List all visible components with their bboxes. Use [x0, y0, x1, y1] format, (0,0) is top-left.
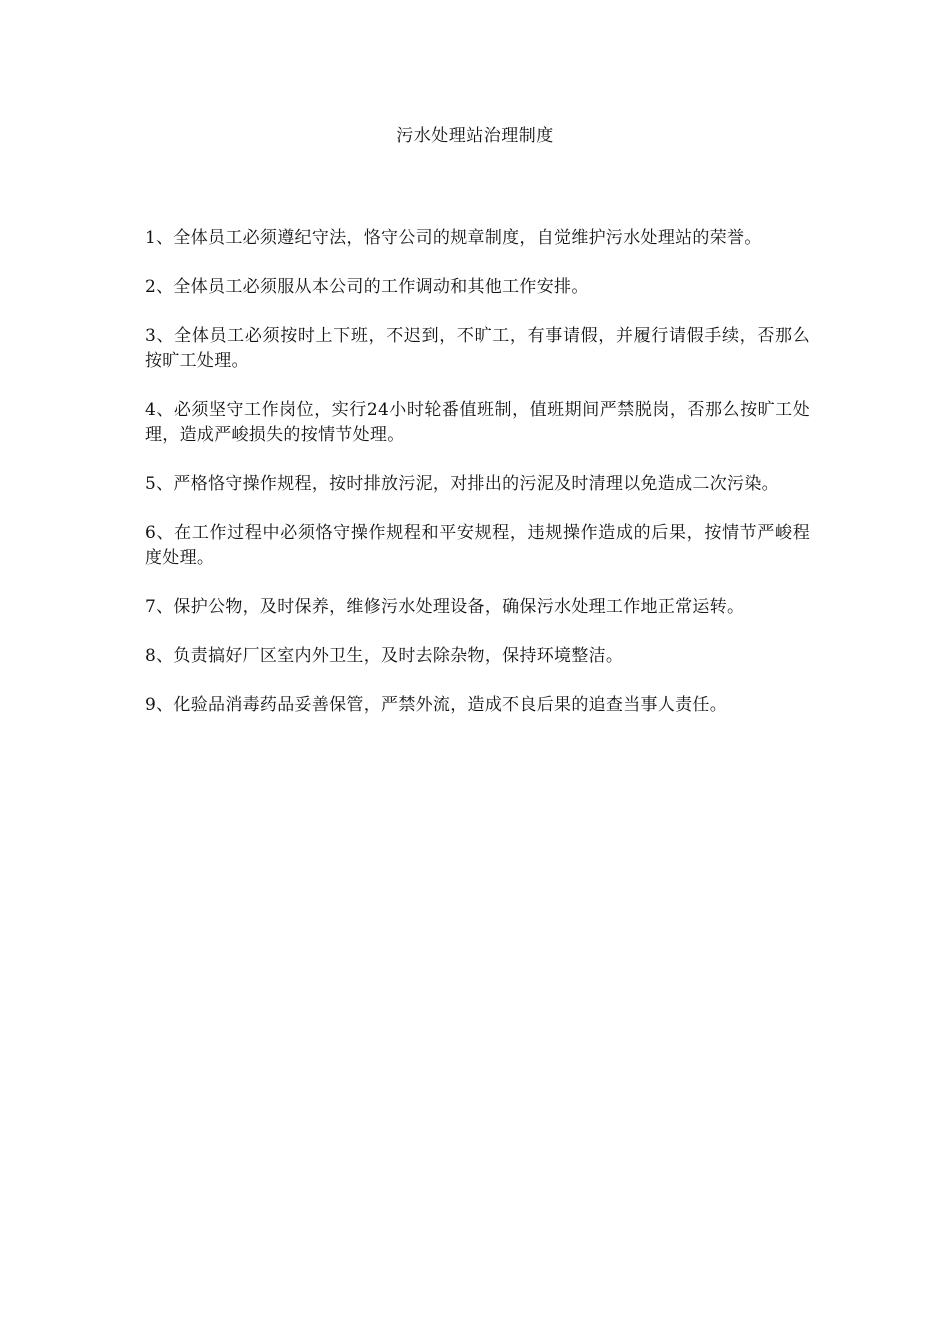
- rule-item-7: 7、保护公物，及时保养，维修污水处理设备，确保污水处理工作地正常运转。: [145, 597, 745, 617]
- rule-item-9: 9、化验品消毒药品妥善保管，严禁外流，造成不良后果的追查当事人责任。: [145, 695, 728, 715]
- rule-item-2: 2、全体员工必须服从本公司的工作调动和其他工作安排。: [145, 277, 589, 297]
- rule-item-5: 5、严格恪守操作规程，按时排放污泥，对排出的污泥及时清理以免造成二次污染。: [145, 474, 779, 494]
- rule-item-8: 8、负责搞好厂区室内外卫生，及时去除杂物，保持环境整洁。: [145, 646, 624, 666]
- rule-item-4: 4、必须坚守工作岗位，实行24小时轮番值班制，值班期间严禁脱岗，否那么按旷工处理，造成严峻损失的按情节处理。: [145, 400, 810, 445]
- rules-list: [145, 226, 810, 742]
- document-title: 污水处理站治理制度: [396, 126, 554, 146]
- rule-item-3: 3、全体员工必须按时上下班，不迟到，不旷工，有事请假，并履行请假手续，否那么按旷工处理。: [145, 326, 810, 371]
- rule-item-6: 6、在工作过程中必须恪守操作规程和平安规程，违规操作造成的后果，按情节严峻程度处理。: [145, 523, 810, 568]
- rule-item-1: 1、全体员工必须遵纪守法，恪守公司的规章制度，自觉维护污水处理站的荣誉。: [145, 228, 762, 248]
